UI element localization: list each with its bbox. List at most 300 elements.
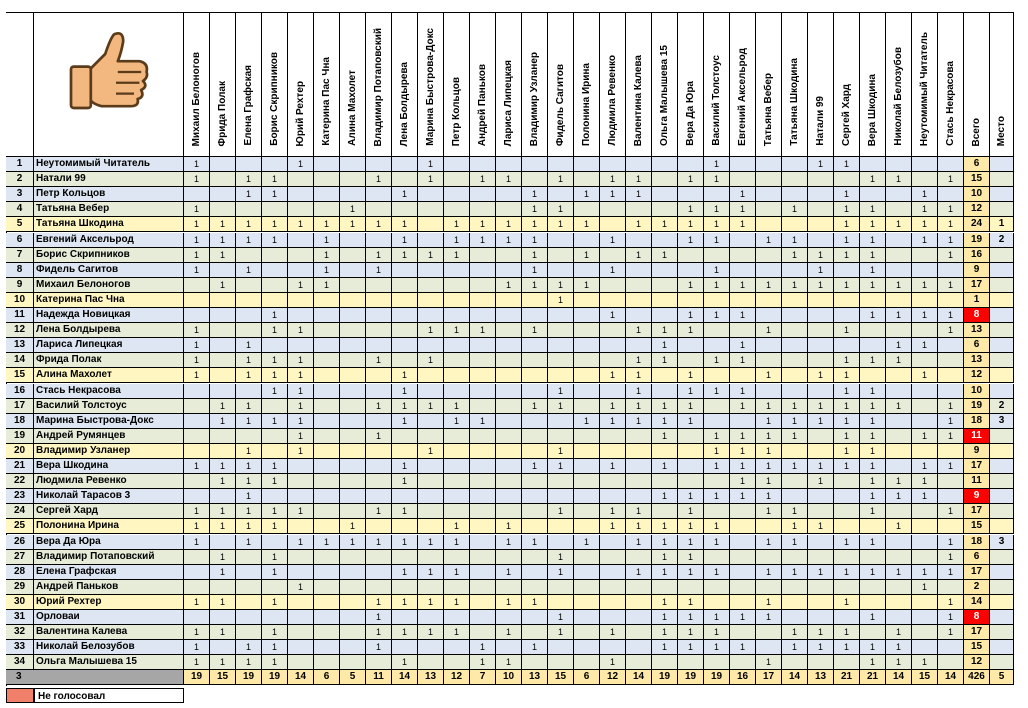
vote-cell (938, 263, 964, 278)
vote-cell: 1 (912, 655, 938, 670)
vote-cell: 1 (704, 278, 730, 293)
vote-cell: 1 (938, 625, 964, 640)
vote-cell: 1 (782, 459, 808, 474)
row-place (990, 580, 1014, 595)
row-place (990, 595, 1014, 610)
vote-cell (626, 489, 652, 504)
column-total: 14 (886, 670, 912, 685)
row-place (990, 625, 1014, 640)
row-place (990, 565, 1014, 580)
vote-cell: 1 (860, 202, 886, 217)
vote-cell: 1 (652, 640, 678, 655)
vote-cell: 1 (704, 625, 730, 640)
vote-cell (288, 202, 314, 217)
vote-cell (548, 519, 574, 534)
column-header (652, 12, 678, 157)
vote-cell (860, 519, 886, 534)
vote-cell: 1 (886, 353, 912, 368)
vote-cell: 1 (366, 625, 392, 640)
grand-total: 426 (964, 670, 990, 685)
vote-cell: 1 (262, 474, 288, 489)
row-total: 11 (964, 474, 990, 489)
column-header-label: Валентина Калева (632, 54, 644, 146)
vote-cell (834, 519, 860, 534)
vote-cell: 1 (782, 399, 808, 414)
vote-cell (340, 595, 366, 610)
column-header (704, 12, 730, 157)
vote-cell: 1 (366, 535, 392, 550)
vote-cell (704, 399, 730, 414)
vote-cell (782, 580, 808, 595)
vote-cell (340, 172, 366, 187)
vote-cell: 1 (678, 399, 704, 414)
vote-cell (210, 610, 236, 625)
vote-cell: 1 (522, 640, 548, 655)
vote-cell: 1 (912, 565, 938, 580)
vote-cell (938, 474, 964, 489)
vote-cell (886, 202, 912, 217)
row-place (990, 489, 1014, 504)
vote-cell (236, 429, 262, 444)
row-total: 17 (964, 625, 990, 640)
vote-cell (574, 353, 600, 368)
vote-cell (600, 640, 626, 655)
vote-cell: 1 (314, 217, 340, 232)
legend-label: Не голосовал (34, 688, 184, 703)
vote-cell (366, 459, 392, 474)
vote-cell (444, 550, 470, 565)
vote-cell: 1 (392, 414, 418, 429)
vote-cell (756, 202, 782, 217)
vote-cell (314, 565, 340, 580)
row-name: Фрида Полак (34, 353, 184, 368)
vote-cell (262, 489, 288, 504)
vote-cell (574, 655, 600, 670)
vote-cell: 1 (652, 459, 678, 474)
vote-cell (314, 157, 340, 172)
vote-cell (912, 550, 938, 565)
row-number: 8 (6, 263, 34, 278)
vote-cell (314, 399, 340, 414)
vote-cell (912, 248, 938, 263)
vote-cell (938, 187, 964, 202)
column-header-label: Ольга Малышева 15 (658, 45, 670, 146)
vote-cell (340, 414, 366, 429)
vote-cell (470, 293, 496, 308)
row-place (990, 308, 1014, 323)
vote-cell: 1 (392, 233, 418, 248)
vote-cell (288, 550, 314, 565)
vote-cell (262, 429, 288, 444)
vote-cell (470, 278, 496, 293)
row-number: 25 (6, 519, 34, 534)
vote-cell: 1 (834, 429, 860, 444)
vote-cell (496, 640, 522, 655)
vote-cell (340, 278, 366, 293)
vote-cell: 1 (470, 217, 496, 232)
vote-cell (496, 474, 522, 489)
vote-cell: 1 (756, 610, 782, 625)
vote-cell (808, 338, 834, 353)
vote-cell: 1 (678, 202, 704, 217)
column-header-label: Василий Толстоус (710, 55, 722, 146)
vote-cell (912, 263, 938, 278)
vote-cell (808, 233, 834, 248)
vote-cell (548, 248, 574, 263)
vote-cell (756, 625, 782, 640)
vote-cell: 1 (860, 489, 886, 504)
vote-cell (444, 429, 470, 444)
vote-cell (496, 263, 522, 278)
vote-cell (808, 489, 834, 504)
vote-cell: 1 (236, 217, 262, 232)
vote-cell (600, 489, 626, 504)
vote-cell (574, 338, 600, 353)
vote-cell: 1 (808, 263, 834, 278)
column-total: 15 (548, 670, 574, 685)
row-total: 17 (964, 278, 990, 293)
vote-cell (574, 368, 600, 383)
vote-cell (496, 293, 522, 308)
vote-cell (652, 384, 678, 399)
vote-cell (808, 323, 834, 338)
vote-cell (704, 414, 730, 429)
row-total: 6 (964, 338, 990, 353)
vote-cell (236, 293, 262, 308)
vote-cell: 1 (496, 535, 522, 550)
vote-cell: 1 (470, 414, 496, 429)
vote-cell: 1 (860, 535, 886, 550)
vote-cell: 1 (548, 217, 574, 232)
vote-cell (444, 308, 470, 323)
vote-cell (886, 233, 912, 248)
vote-cell: 1 (366, 263, 392, 278)
vote-cell (600, 202, 626, 217)
vote-cell (366, 580, 392, 595)
vote-cell (808, 610, 834, 625)
vote-cell (288, 489, 314, 504)
row-number: 24 (6, 504, 34, 519)
vote-cell: 1 (548, 550, 574, 565)
vote-cell: 1 (366, 429, 392, 444)
vote-cell: 1 (236, 187, 262, 202)
vote-cell (262, 610, 288, 625)
row-name: Надежда Новицкая (34, 308, 184, 323)
column-total: 13 (522, 670, 548, 685)
vote-cell: 1 (652, 399, 678, 414)
row-place (990, 474, 1014, 489)
vote-cell (444, 489, 470, 504)
vote-cell (288, 459, 314, 474)
vote-cell (340, 444, 366, 459)
row-name: Евгений Аксельрод (34, 233, 184, 248)
vote-cell: 1 (496, 172, 522, 187)
vote-cell (184, 565, 210, 580)
vote-cell (626, 595, 652, 610)
legend-swatch (6, 688, 34, 703)
row-place (990, 323, 1014, 338)
vote-cell (444, 610, 470, 625)
vote-cell (548, 368, 574, 383)
vote-cell (392, 580, 418, 595)
row-total: 11 (964, 429, 990, 444)
vote-cell (782, 187, 808, 202)
vote-cell: 1 (860, 655, 886, 670)
vote-cell (470, 610, 496, 625)
vote-cell: 1 (938, 610, 964, 625)
vote-cell (652, 504, 678, 519)
vote-cell (626, 202, 652, 217)
vote-cell (938, 157, 964, 172)
vote-cell (756, 519, 782, 534)
vote-cell: 1 (522, 187, 548, 202)
vote-cell (210, 580, 236, 595)
vote-cell (392, 550, 418, 565)
vote-cell: 1 (782, 248, 808, 263)
vote-cell: 1 (834, 278, 860, 293)
vote-cell: 1 (938, 459, 964, 474)
vote-cell: 1 (392, 384, 418, 399)
vote-cell (340, 640, 366, 655)
row-total: 6 (964, 157, 990, 172)
vote-cell (782, 308, 808, 323)
row-number: 9 (6, 278, 34, 293)
vote-cell: 1 (912, 338, 938, 353)
vote-cell: 1 (314, 535, 340, 550)
vote-cell (366, 414, 392, 429)
vote-cell: 1 (262, 353, 288, 368)
vote-cell (236, 202, 262, 217)
vote-cell (860, 157, 886, 172)
vote-cell (548, 580, 574, 595)
column-header (236, 12, 262, 157)
row-name: Сергей Хард (34, 504, 184, 519)
vote-cell (314, 580, 340, 595)
vote-cell (626, 278, 652, 293)
vote-cell (574, 610, 600, 625)
vote-cell (808, 187, 834, 202)
vote-cell (184, 550, 210, 565)
vote-cell (626, 625, 652, 640)
vote-cell (340, 263, 366, 278)
vote-cell (236, 157, 262, 172)
vote-cell (210, 384, 236, 399)
vote-cell (730, 293, 756, 308)
vote-cell: 1 (626, 504, 652, 519)
vote-cell (314, 519, 340, 534)
vote-cell (574, 625, 600, 640)
vote-cell (496, 444, 522, 459)
vote-cell: 1 (938, 504, 964, 519)
vote-cell: 1 (522, 323, 548, 338)
vote-cell (444, 459, 470, 474)
column-total: 6 (314, 670, 340, 685)
vote-cell: 1 (184, 202, 210, 217)
vote-cell (366, 565, 392, 580)
vote-cell (730, 595, 756, 610)
vote-cell: 1 (886, 519, 912, 534)
vote-cell (808, 550, 834, 565)
vote-cell: 1 (418, 248, 444, 263)
vote-cell: 1 (704, 444, 730, 459)
vote-cell: 1 (392, 217, 418, 232)
vote-cell (366, 187, 392, 202)
vote-cell (782, 368, 808, 383)
vote-cell (236, 580, 262, 595)
vote-cell (886, 595, 912, 610)
vote-cell (834, 308, 860, 323)
vote-cell (210, 172, 236, 187)
column-total: 11 (366, 670, 392, 685)
vote-cell: 1 (834, 535, 860, 550)
vote-cell (548, 353, 574, 368)
vote-cell (912, 610, 938, 625)
row-total: 15 (964, 172, 990, 187)
vote-cell (548, 157, 574, 172)
vote-cell: 1 (470, 323, 496, 338)
vote-cell: 1 (678, 172, 704, 187)
vote-cell: 1 (834, 399, 860, 414)
vote-cell: 1 (236, 172, 262, 187)
row-place (990, 444, 1014, 459)
vote-cell (808, 202, 834, 217)
vote-cell: 1 (262, 655, 288, 670)
vote-cell (938, 489, 964, 504)
vote-cell (470, 504, 496, 519)
column-header (262, 12, 288, 157)
column-total: 12 (444, 670, 470, 685)
column-header-label: Елена Графская (242, 65, 254, 146)
vote-cell (444, 353, 470, 368)
vote-cell (444, 338, 470, 353)
vote-cell (886, 384, 912, 399)
vote-cell (860, 368, 886, 383)
row-total: 18 (964, 535, 990, 550)
vote-cell: 1 (470, 233, 496, 248)
vote-cell: 1 (236, 338, 262, 353)
vote-cell (574, 157, 600, 172)
vote-cell: 1 (652, 565, 678, 580)
vote-cell (470, 248, 496, 263)
vote-cell: 1 (756, 565, 782, 580)
vote-cell: 1 (184, 535, 210, 550)
vote-cell (652, 444, 678, 459)
vote-cell (860, 580, 886, 595)
vote-cell (574, 595, 600, 610)
vote-cell (678, 248, 704, 263)
vote-cell: 1 (314, 278, 340, 293)
vote-cell (626, 474, 652, 489)
vote-cell (782, 655, 808, 670)
vote-cell (314, 384, 340, 399)
row-number: 19 (6, 429, 34, 444)
vote-cell (288, 610, 314, 625)
vote-cell (496, 580, 522, 595)
vote-cell (548, 233, 574, 248)
vote-cell: 1 (860, 278, 886, 293)
vote-cell (730, 519, 756, 534)
vote-cell (938, 368, 964, 383)
vote-cell (938, 519, 964, 534)
vote-cell (288, 263, 314, 278)
vote-cell: 1 (548, 202, 574, 217)
vote-cell: 1 (938, 308, 964, 323)
column-header-label: Юрий Рехтер (294, 80, 306, 146)
vote-cell: 1 (730, 444, 756, 459)
row-number: 20 (6, 444, 34, 459)
vote-cell: 1 (808, 278, 834, 293)
vote-cell: 1 (392, 535, 418, 550)
vote-cell: 1 (210, 278, 236, 293)
vote-cell (314, 308, 340, 323)
vote-cell: 1 (288, 278, 314, 293)
vote-cell: 1 (860, 248, 886, 263)
vote-cell (730, 323, 756, 338)
vote-cell (496, 414, 522, 429)
column-header (444, 12, 470, 157)
vote-cell (704, 474, 730, 489)
vote-cell (496, 202, 522, 217)
vote-cell (860, 323, 886, 338)
column-header (808, 12, 834, 157)
vote-cell: 1 (782, 278, 808, 293)
vote-cell: 1 (756, 489, 782, 504)
vote-cell: 1 (834, 414, 860, 429)
vote-cell (652, 474, 678, 489)
vote-cell (782, 353, 808, 368)
vote-cell: 1 (886, 565, 912, 580)
vote-cell (184, 489, 210, 504)
vote-cell (652, 278, 678, 293)
column-header-label: Татьяна Шкодина (788, 58, 800, 146)
vote-cell: 1 (184, 263, 210, 278)
vote-cell: 1 (184, 504, 210, 519)
vote-cell: 1 (626, 248, 652, 263)
row-name: Полонина Ирина (34, 519, 184, 534)
vote-cell (522, 519, 548, 534)
vote-cell (340, 429, 366, 444)
vote-cell: 1 (808, 565, 834, 580)
vote-cell (756, 550, 782, 565)
vote-cell (340, 625, 366, 640)
vote-cell: 1 (236, 655, 262, 670)
column-header (834, 12, 860, 157)
vote-cell: 1 (600, 368, 626, 383)
vote-cell: 1 (886, 474, 912, 489)
vote-cell: 1 (938, 217, 964, 232)
vote-cell (366, 519, 392, 534)
vote-cell (756, 338, 782, 353)
column-header-label: Евгений Аксельрод (736, 48, 748, 146)
vote-cell: 1 (626, 353, 652, 368)
vote-cell: 1 (444, 595, 470, 610)
vote-cell (392, 323, 418, 338)
vote-cell: 1 (496, 519, 522, 534)
vote-cell (288, 187, 314, 202)
vote-cell: 1 (340, 519, 366, 534)
vote-cell (522, 504, 548, 519)
vote-cell: 1 (262, 368, 288, 383)
vote-cell: 1 (236, 489, 262, 504)
vote-cell (912, 384, 938, 399)
vote-cell (860, 187, 886, 202)
vote-cell: 1 (288, 353, 314, 368)
vote-cell: 1 (210, 504, 236, 519)
vote-cell (418, 610, 444, 625)
vote-cell: 1 (262, 519, 288, 534)
vote-cell (496, 323, 522, 338)
row-place: 2 (990, 399, 1014, 414)
